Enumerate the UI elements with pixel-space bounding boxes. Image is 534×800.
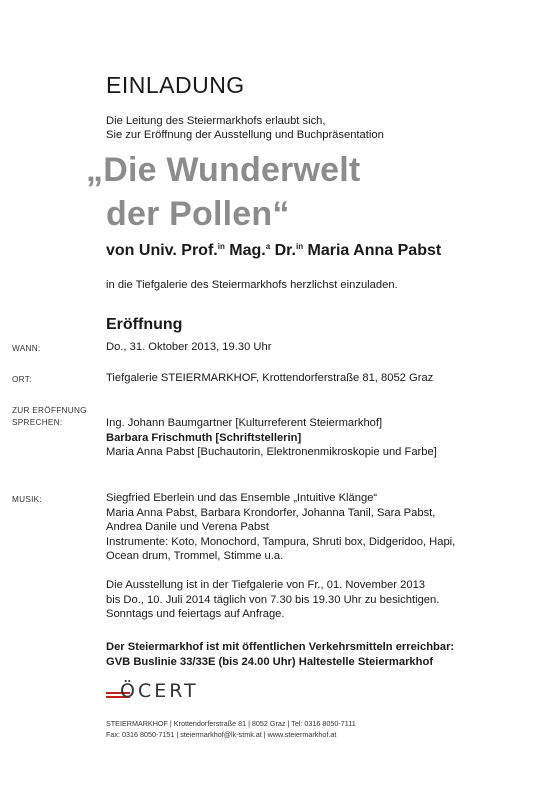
title-line-2: der Pollen“ xyxy=(106,195,290,233)
author-mid-2: Dr. xyxy=(270,242,296,259)
transport-info xyxy=(106,640,454,669)
musik-line: Siegfried Eberlein und das Ensemble „Intuitive Klänge“ xyxy=(106,492,378,504)
footer-contact xyxy=(106,718,356,740)
musik-list xyxy=(106,491,455,564)
exhibition-line: Sonntags und feiertags auf Anfrage. xyxy=(106,608,285,621)
speakers-label-1: ZUR ERÖFFNUNG xyxy=(12,406,87,415)
wann-label: WANN: xyxy=(12,344,41,353)
author-line xyxy=(106,242,441,260)
ort-value: Tiefgalerie STEIERMARKHOF, Krottendorferstraße 81, 8052 Graz xyxy=(106,372,434,384)
wann-value: Do., 31. Oktober 2013, 19.30 Uhr xyxy=(106,341,272,353)
transport-line-2: GVB Buslinie 33/33E (bis 24.00 Uhr) Haltestelle Steiermarkhof xyxy=(106,655,434,668)
musik-line: Instrumente: Koto, Monochord, Tampura, Shruti box, Didgeridoo, Hapi, xyxy=(106,535,456,548)
transport-line-1: Der Steiermarkhof ist mit öffentlichen Verkehrsmitteln erreichbar: xyxy=(106,641,455,653)
author-sup-3: in xyxy=(295,242,304,251)
footer-line-1: STEIERMARKHOF | Krottendorferstraße 81 | 8052 Graz | Tel: 0316 8050-7111 xyxy=(106,719,356,728)
intro-line-1: Die Leitung des Steiermarkhofs erlaubt sich, xyxy=(106,115,326,127)
title-line-1: „Die Wunderwelt xyxy=(86,151,361,189)
musik-line: Andrea Danile und Verena Pabst xyxy=(106,521,269,534)
speaker-3: Maria Anna Pabst [Buchautorin, Elektronenmikroskopie und Farbe] xyxy=(106,446,437,459)
speaker-2: Barbara Frischmuth [Schriftstellerin] xyxy=(106,431,302,444)
speakers-label xyxy=(12,405,87,429)
logo-text: ÖCERT xyxy=(120,680,199,702)
ort-label: ORT: xyxy=(12,375,32,384)
exhibition-line: Die Ausstellung ist in der Tiefgalerie von Fr., 01. November 2013 xyxy=(106,579,426,591)
oecert-logo xyxy=(106,680,226,704)
invite-text: in die Tiefgalerie des Steiermarkhofs herzlichst einzuladen. xyxy=(106,279,398,291)
exhibition-info xyxy=(106,578,439,622)
intro-text xyxy=(106,114,384,142)
speaker-1: Ing. Johann Baumgartner [Kulturreferent Steiermarkhof] xyxy=(106,417,383,429)
author-sup-1: in xyxy=(217,242,225,251)
exhibition-title xyxy=(86,148,360,236)
footer-line-2: Fax: 0316 8050-7151 | steiermarkhof@lk-stmk.at | www.steiermarkhof.at xyxy=(106,730,337,739)
speakers-list xyxy=(106,416,437,460)
musik-line: Maria Anna Pabst, Barbara Krondorfer, Johanna Tanil, Sara Pabst, xyxy=(106,506,436,519)
author-sup-2: a xyxy=(265,242,271,251)
musik-line: Ocean drum, Trommel, Stimme u.a. xyxy=(106,550,284,563)
author-mid-1: Mag. xyxy=(224,242,266,259)
invitation-heading: EINLADUNG xyxy=(106,72,245,98)
author-name: Maria Anna Pabst xyxy=(303,242,442,259)
speakers-label-2: SPRECHEN: xyxy=(12,418,63,427)
musik-label: MUSIK: xyxy=(12,495,43,504)
intro-line-2: Sie zur Eröffnung der Ausstellung und Buchpräsentation xyxy=(106,129,384,141)
section-title: Eröffnung xyxy=(106,316,183,333)
author-prefix: von Univ. Prof. xyxy=(106,242,218,259)
exhibition-line: bis Do., 10. Juli 2014 täglich von 7.30 bis 19.30 Uhr zu besichtigen. xyxy=(106,593,440,606)
